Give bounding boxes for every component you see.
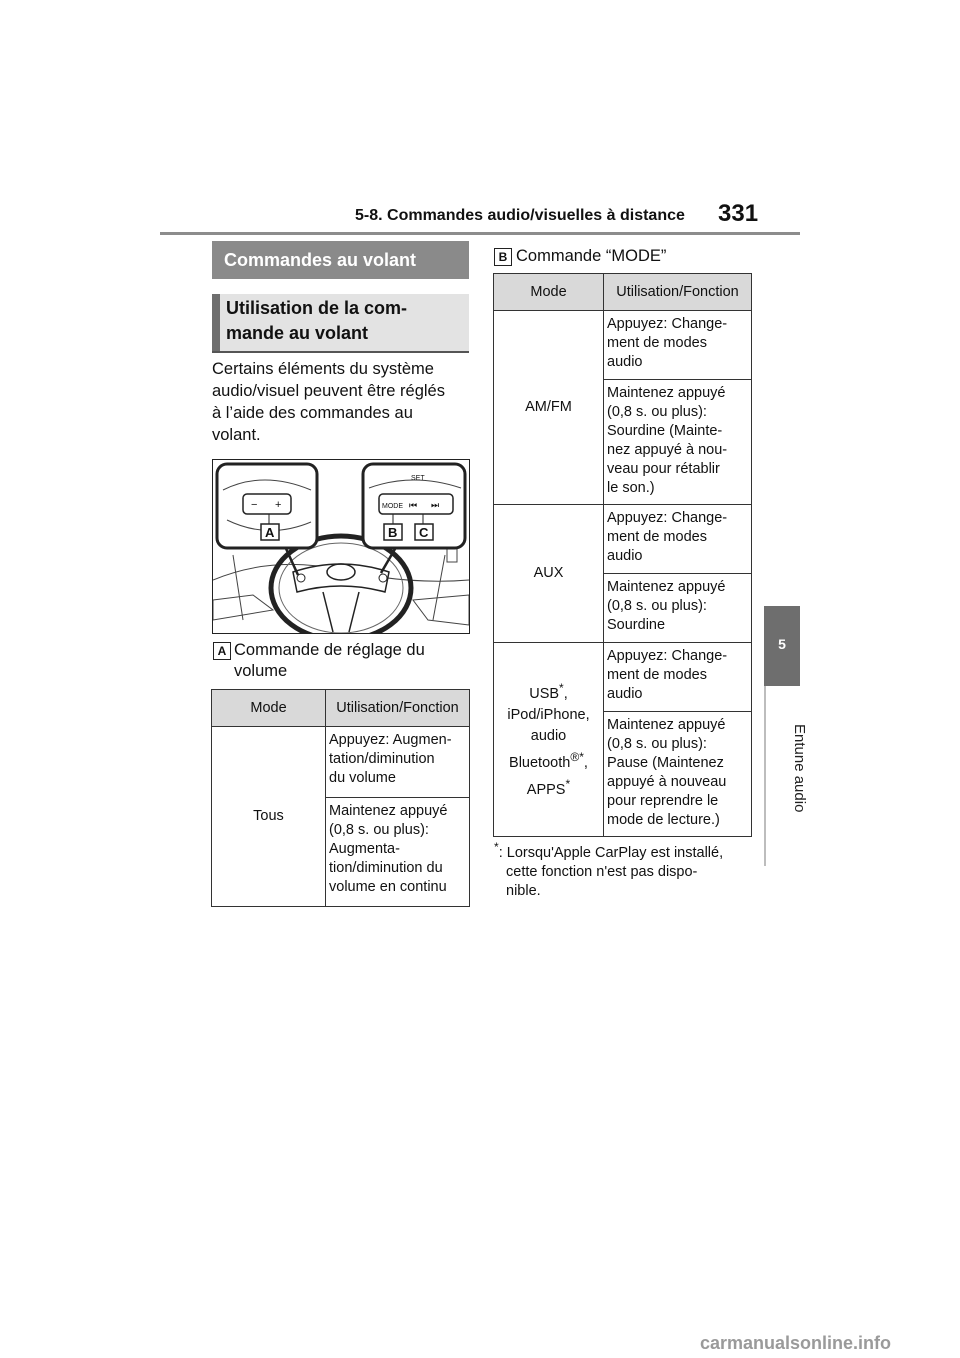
mode-cell-am-fm: AM/FM	[494, 311, 604, 505]
function-cell	[604, 505, 752, 574]
cell-line: Appuyez: Change-	[607, 316, 728, 332]
svg-text:−: −	[251, 499, 258, 511]
cell-line: pour reprendre le	[607, 793, 719, 809]
chapter-side-rule	[764, 686, 766, 866]
svg-text:+: +	[275, 499, 282, 511]
mode-table	[493, 273, 752, 837]
item-a-description	[234, 640, 425, 682]
function-cell	[604, 643, 752, 712]
svg-text:⏭: ⏭	[431, 500, 440, 510]
footnote	[494, 838, 754, 901]
cell-line: ment de modes	[607, 667, 707, 683]
table-row	[494, 505, 752, 574]
function-cell	[604, 380, 752, 505]
tag-a: A	[213, 642, 231, 660]
item-b-description: Commande “MODE”	[516, 247, 667, 265]
cell-line: Maintenez appuyé	[607, 717, 726, 733]
col-header-function: Utilisation/Fonction	[604, 274, 752, 311]
footnote-star: *	[494, 840, 499, 854]
chapter-tab	[764, 606, 800, 686]
item-a-line2: volume	[234, 662, 288, 680]
mode-audio: audio	[530, 728, 567, 745]
function-cell	[604, 311, 752, 380]
footnote-line: : Lorsqu'Apple CarPlay est installé,	[498, 844, 724, 861]
cell-line: audio	[607, 686, 643, 702]
comma: ,	[563, 686, 568, 703]
cell-line: le son.)	[607, 480, 655, 496]
cell-line: Maintenez appuyé	[607, 579, 726, 595]
mode-cell-aux: AUX	[494, 505, 604, 643]
subsection-heading-line1: Utilisation de la com-	[226, 298, 408, 318]
cell-line: veau pour rétablir	[607, 461, 720, 477]
intro-line: à l’aide des commandes au	[212, 404, 413, 422]
registered-mark: ®*	[570, 750, 584, 765]
footnote-line: cette fonction n'est pas dispo-	[506, 863, 698, 880]
header-divider	[160, 232, 800, 235]
footnote-star: *	[559, 681, 564, 696]
tag-b: B	[494, 248, 512, 266]
cell-line: ment de modes	[607, 529, 707, 545]
cell-line: Sourdine (Mainte-	[607, 423, 723, 439]
watermark: carmanualsonline.info	[700, 1333, 892, 1353]
steering-wheel-illustration	[213, 460, 469, 633]
section-heading: Commandes au volant	[212, 241, 469, 279]
cell-line: ment de modes	[607, 335, 707, 351]
cell-line: Appuyez: Change-	[607, 648, 728, 664]
item-b-tag	[494, 248, 512, 266]
cell-line: (0,8 s. ou plus):	[607, 736, 707, 752]
mode-cell-usb	[494, 643, 604, 837]
col-header-mode: Mode	[494, 274, 604, 311]
table-header-row	[494, 274, 752, 311]
figure-tag-a: A	[265, 525, 275, 540]
cell-line: audio	[607, 548, 643, 564]
table-header-row	[212, 690, 470, 727]
subsection-divider	[212, 351, 469, 353]
chapter-tab-number: 5	[778, 636, 786, 652]
mode-ipod: iPod/iPhone,	[507, 707, 590, 724]
table-row	[494, 311, 752, 380]
footnote-line: nible.	[506, 882, 541, 899]
function-cell	[604, 574, 752, 643]
intro-line: Certains éléments du système	[212, 360, 434, 378]
figure-tag-b: B	[388, 525, 398, 540]
header-section-title: 5-8. Commandes audio/visuelles à distance	[355, 207, 685, 224]
cell-line: audio	[607, 354, 643, 370]
mode-usb: USB	[529, 686, 560, 703]
mode-apps: APPS	[526, 781, 566, 798]
mode-cell: Tous	[212, 727, 326, 907]
cell-line: Maintenez appuyé	[329, 803, 448, 819]
function-cell	[604, 712, 752, 837]
page-number: 331	[718, 200, 759, 227]
cell-line: du volume	[329, 770, 396, 786]
cell-line: Appuyez: Change-	[607, 510, 728, 526]
function-cell	[326, 798, 470, 907]
subsection-heading-line2: mande au volant	[226, 323, 369, 343]
col-header-function: Utilisation/Fonction	[326, 690, 470, 727]
comma: ,	[583, 754, 588, 771]
set-label: SET	[411, 475, 425, 482]
intro-paragraph	[212, 358, 472, 446]
mode-bluetooth: Bluetooth	[509, 754, 571, 771]
cell-line: Pause (Maintenez	[607, 755, 724, 771]
cell-line: appuyé à nouveau	[607, 774, 727, 790]
steering-wheel-figure	[212, 459, 470, 634]
function-cell	[326, 727, 470, 798]
figure-tag-c: C	[419, 525, 429, 540]
cell-line: Augmenta-	[329, 841, 400, 857]
subsection-heading	[212, 294, 469, 351]
cell-line: Sourdine	[607, 617, 666, 633]
chapter-tab-label: Entune audio	[791, 724, 808, 813]
col-header-mode: Mode	[212, 690, 326, 727]
cell-line: (0,8 s. ou plus):	[607, 404, 707, 420]
cell-line: Maintenez appuyé	[607, 385, 726, 401]
cell-line: (0,8 s. ou plus):	[329, 822, 429, 838]
cell-line: (0,8 s. ou plus):	[607, 598, 707, 614]
table-row	[212, 727, 470, 798]
cell-line: Appuyez: Augmen-	[329, 732, 452, 748]
mode-label: MODE	[382, 503, 403, 510]
cell-line: nez appuyé à nou-	[607, 442, 728, 458]
cell-line: mode de lecture.)	[607, 812, 720, 828]
item-a-tag	[213, 642, 231, 660]
svg-text:⏮: ⏮	[409, 500, 418, 510]
table-row	[494, 643, 752, 712]
intro-line: volant.	[212, 426, 261, 444]
cell-line: volume en continu	[329, 879, 447, 895]
cell-line: tation/diminution	[329, 751, 435, 767]
cell-line: tion/diminution du	[329, 860, 443, 876]
item-a-line1: Commande de réglage du	[234, 641, 425, 659]
volume-table	[211, 689, 470, 907]
intro-line: audio/visuel peuvent être réglés	[212, 382, 445, 400]
footnote-star: *	[565, 776, 571, 791]
